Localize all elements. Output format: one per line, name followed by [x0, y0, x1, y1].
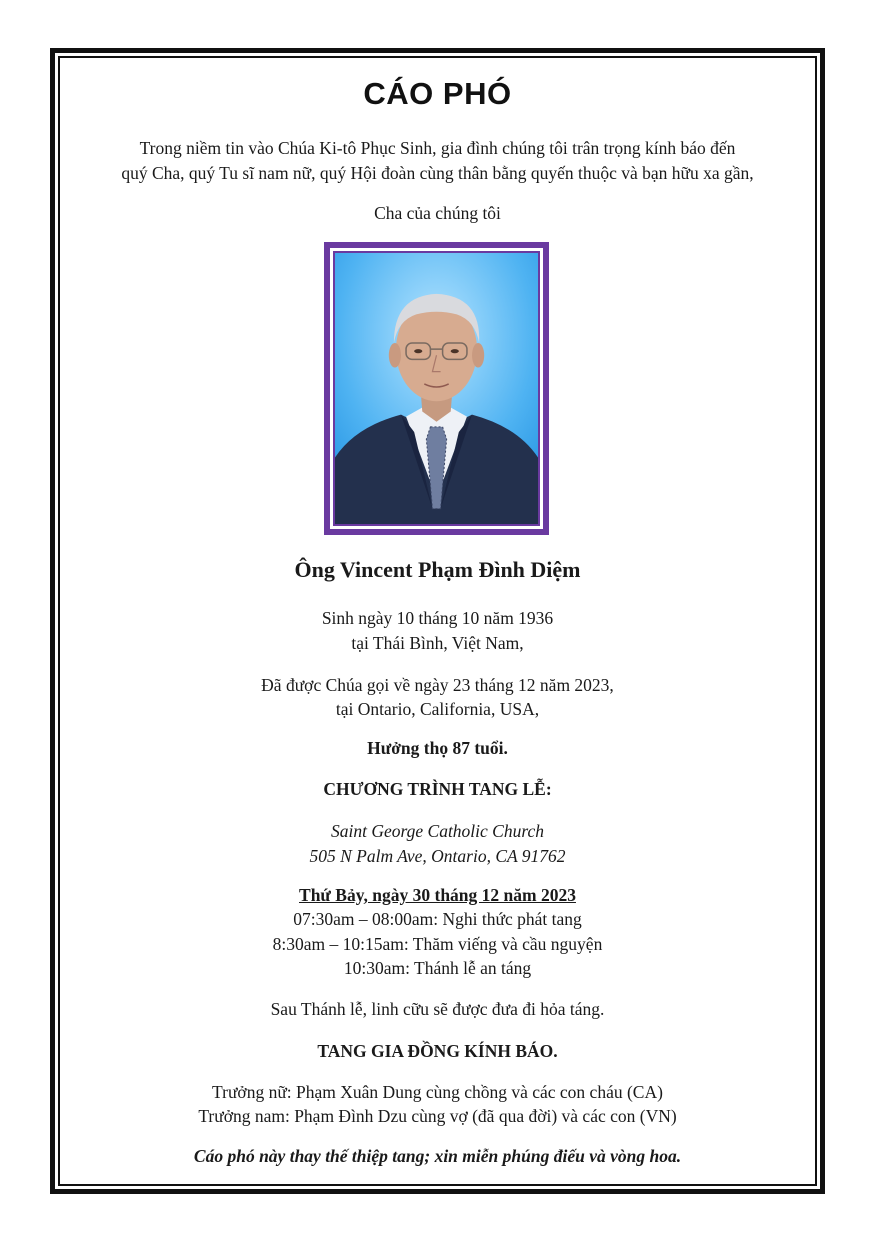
- intro-line-3: Cha của chúng tôi: [374, 203, 501, 223]
- death-place: tại Ontario, California, USA,: [335, 699, 540, 719]
- program-heading: CHƯƠNG TRÌNH TANG LỄ:: [323, 779, 552, 799]
- portrait-photo: [335, 253, 538, 524]
- birth-date: Sinh ngày 10 tháng 10 năm 1936: [321, 608, 554, 628]
- age-text: Hưởng thọ 87 tuổi.: [367, 738, 508, 758]
- birth-place: tại Thái Bình, Việt Nam,: [351, 633, 524, 653]
- deceased-name: Ông Vincent Phạm Đình Diệm: [294, 557, 581, 582]
- footer-note: Cáo phó này thay thế thiệp tang; xin miễn phúng điếu và vòng hoa.: [193, 1146, 682, 1166]
- obituary-title: CÁO PHÓ: [363, 76, 512, 111]
- program-item: 10:30am: Thánh lễ an táng: [343, 958, 532, 978]
- intro-line-1: Trong niềm tin vào Chúa Ki-tô Phục Sinh, gia đình chúng tôi trân trọng kính báo đến: [139, 138, 736, 158]
- program-item: 8:30am – 10:15am: Thăm viếng và cầu nguyện: [272, 934, 603, 954]
- venue-address: 505 N Palm Ave, Ontario, CA 91762: [309, 846, 566, 866]
- venue-name: Saint George Catholic Church: [330, 821, 545, 841]
- death-date: Đã được Chúa gọi về ngày 23 tháng 12 năm 2023,: [261, 675, 614, 695]
- program-date: Thứ Bảy, ngày 30 tháng 12 năm 2023: [299, 885, 576, 905]
- family-line-2: Trưởng nam: Phạm Đình Dzu cùng vợ (đã qua đời) và các con (VN): [198, 1106, 677, 1126]
- portrait-frame: [324, 242, 549, 535]
- family-heading: TANG GIA ĐỒNG KÍNH BÁO.: [317, 1041, 558, 1061]
- family-line-1: Trưởng nữ: Phạm Xuân Dung cùng chồng và các con cháu (CA): [212, 1082, 663, 1102]
- program-item: 07:30am – 08:00am: Nghi thức phát tang: [293, 909, 582, 929]
- intro-line-2: quý Cha, quý Tu sĩ nam nữ, quý Hội đoàn cùng thân bằng quyến thuộc và bạn hữu xa gần,: [121, 163, 754, 183]
- after-mass-note: Sau Thánh lễ, linh cữu sẽ được đưa đi hỏa táng.: [270, 999, 605, 1019]
